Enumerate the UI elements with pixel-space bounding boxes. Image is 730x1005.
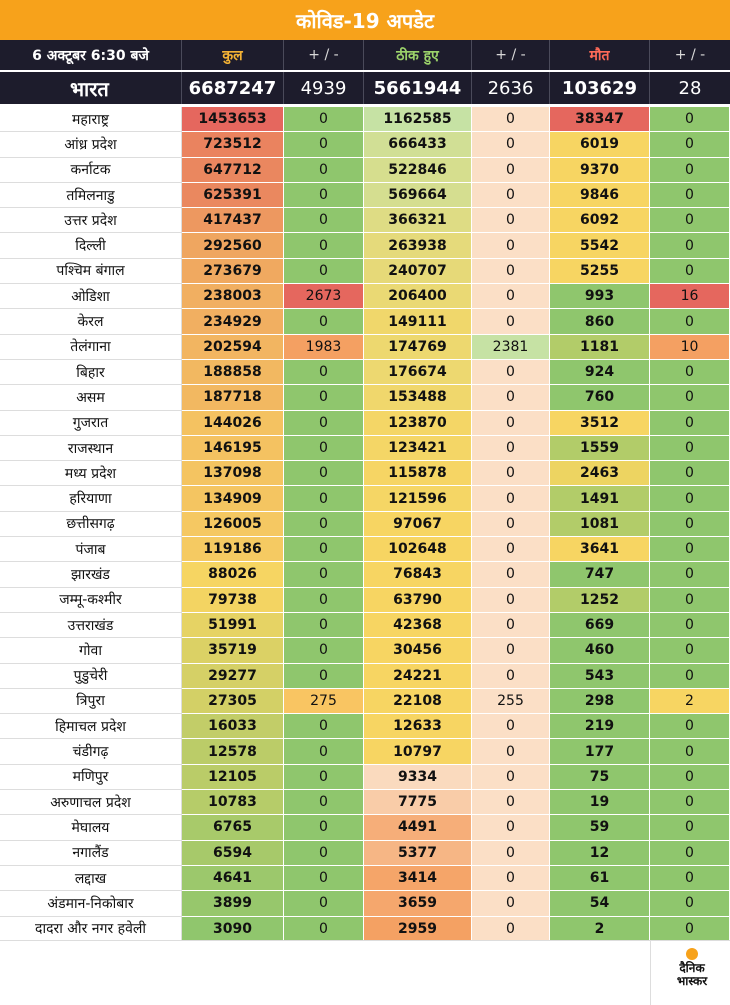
state-name: गोवा [0, 638, 182, 663]
state-deaths-delta: 0 [650, 411, 730, 436]
date-label: 6 अक्टूबर 6:30 बजे [0, 40, 182, 70]
table-row [0, 132, 730, 157]
table-row [0, 664, 730, 689]
state-total-delta: 0 [284, 259, 364, 284]
state-deaths: 1491 [550, 486, 650, 511]
state-total-delta: 2673 [284, 284, 364, 309]
state-total: 144026 [182, 411, 284, 436]
state-deaths: 38347 [550, 107, 650, 132]
state-recovered: 24221 [364, 664, 472, 689]
table-row [0, 107, 730, 132]
national-row [0, 72, 730, 104]
state-total: 51991 [182, 613, 284, 638]
state-recovered: 30456 [364, 638, 472, 663]
state-deaths-delta: 0 [650, 208, 730, 233]
state-recovered: 240707 [364, 259, 472, 284]
state-deaths: 12 [550, 841, 650, 866]
state-name: चंडीगढ़ [0, 739, 182, 764]
state-total: 3090 [182, 917, 284, 942]
state-total: 234929 [182, 309, 284, 334]
state-recovered: 10797 [364, 739, 472, 764]
state-total-delta: 0 [284, 891, 364, 916]
state-total: 27305 [182, 689, 284, 714]
state-recovered-delta: 0 [472, 385, 550, 410]
state-recovered-delta: 0 [472, 891, 550, 916]
state-total: 6594 [182, 841, 284, 866]
state-recovered-delta: 0 [472, 284, 550, 309]
state-deaths: 2 [550, 917, 650, 942]
state-deaths: 1181 [550, 335, 650, 360]
state-total-delta: 0 [284, 512, 364, 537]
recovered-header: ठीक हुए [364, 40, 472, 70]
state-recovered: 22108 [364, 689, 472, 714]
state-recovered-delta: 0 [472, 436, 550, 461]
state-deaths-delta: 0 [650, 259, 730, 284]
state-deaths: 5542 [550, 233, 650, 258]
state-deaths-delta: 0 [650, 436, 730, 461]
state-recovered: 102648 [364, 537, 472, 562]
national-recovered: 5661944 [364, 72, 472, 104]
state-deaths: 860 [550, 309, 650, 334]
state-name: उत्तराखंड [0, 613, 182, 638]
state-total-delta: 0 [284, 309, 364, 334]
state-recovered: 174769 [364, 335, 472, 360]
state-recovered-delta: 255 [472, 689, 550, 714]
state-deaths: 19 [550, 790, 650, 815]
state-total: 625391 [182, 183, 284, 208]
state-total-delta: 0 [284, 739, 364, 764]
state-recovered: 263938 [364, 233, 472, 258]
table-row [0, 309, 730, 334]
page-title: कोविड-19 अपडेट [0, 0, 730, 40]
state-deaths: 760 [550, 385, 650, 410]
table-row [0, 841, 730, 866]
state-name: महाराष्ट्र [0, 107, 182, 132]
state-total-delta: 0 [284, 537, 364, 562]
state-recovered: 1162585 [364, 107, 472, 132]
state-recovered-delta: 0 [472, 309, 550, 334]
state-recovered-delta: 0 [472, 815, 550, 840]
state-name: हरियाणा [0, 486, 182, 511]
state-name: बिहार [0, 360, 182, 385]
state-deaths-delta: 0 [650, 638, 730, 663]
state-name: जम्मू-कश्मीर [0, 588, 182, 613]
state-deaths: 2463 [550, 461, 650, 486]
state-total-delta: 0 [284, 208, 364, 233]
table-row [0, 891, 730, 916]
state-deaths-delta: 0 [650, 917, 730, 942]
table-row [0, 866, 730, 891]
state-total-delta: 0 [284, 486, 364, 511]
table-row [0, 689, 730, 714]
state-deaths-delta: 0 [650, 841, 730, 866]
state-name: केरल [0, 309, 182, 334]
logo-line-2: भास्कर [676, 974, 708, 988]
state-recovered: 206400 [364, 284, 472, 309]
state-deaths-delta: 0 [650, 512, 730, 537]
state-total-delta: 0 [284, 714, 364, 739]
state-name: छत्तीसगढ़ [0, 512, 182, 537]
state-total-delta: 0 [284, 107, 364, 132]
state-recovered-delta: 0 [472, 360, 550, 385]
table-row [0, 183, 730, 208]
state-deaths-delta: 16 [650, 284, 730, 309]
table-row [0, 284, 730, 309]
table-row [0, 436, 730, 461]
state-recovered-delta: 0 [472, 613, 550, 638]
state-name: अंडमान-निकोबार [0, 891, 182, 916]
state-recovered-delta: 0 [472, 917, 550, 942]
state-deaths-delta: 0 [650, 537, 730, 562]
state-recovered: 115878 [364, 461, 472, 486]
state-deaths-delta: 0 [650, 588, 730, 613]
table-row [0, 917, 730, 942]
state-total-delta: 0 [284, 183, 364, 208]
state-deaths-delta: 0 [650, 815, 730, 840]
state-total-delta: 0 [284, 562, 364, 587]
state-recovered-delta: 0 [472, 588, 550, 613]
state-deaths-delta: 0 [650, 664, 730, 689]
state-name: झारखंड [0, 562, 182, 587]
state-name: अरुणाचल प्रदेश [0, 790, 182, 815]
state-deaths-delta: 0 [650, 613, 730, 638]
state-total-delta: 0 [284, 360, 364, 385]
state-deaths-delta: 0 [650, 309, 730, 334]
state-name: कर्नाटक [0, 158, 182, 183]
state-recovered: 149111 [364, 309, 472, 334]
table-row [0, 233, 730, 258]
state-total: 134909 [182, 486, 284, 511]
state-recovered: 5377 [364, 841, 472, 866]
state-deaths: 6019 [550, 132, 650, 157]
state-total: 119186 [182, 537, 284, 562]
state-recovered-delta: 0 [472, 132, 550, 157]
state-deaths: 993 [550, 284, 650, 309]
state-name: मणिपुर [0, 765, 182, 790]
state-deaths: 59 [550, 815, 650, 840]
table-row [0, 790, 730, 815]
state-recovered-delta: 0 [472, 765, 550, 790]
state-recovered: 522846 [364, 158, 472, 183]
table-row [0, 588, 730, 613]
state-deaths-delta: 0 [650, 107, 730, 132]
state-total: 35719 [182, 638, 284, 663]
state-recovered: 63790 [364, 588, 472, 613]
state-deaths-delta: 0 [650, 158, 730, 183]
state-deaths-delta: 0 [650, 891, 730, 916]
state-total: 292560 [182, 233, 284, 258]
state-total: 417437 [182, 208, 284, 233]
state-deaths: 1559 [550, 436, 650, 461]
state-recovered: 12633 [364, 714, 472, 739]
state-recovered: 7775 [364, 790, 472, 815]
state-recovered-delta: 0 [472, 107, 550, 132]
table-row [0, 537, 730, 562]
table-row [0, 765, 730, 790]
table-row [0, 714, 730, 739]
state-recovered-delta: 0 [472, 537, 550, 562]
state-deaths: 3512 [550, 411, 650, 436]
footer [0, 940, 730, 1005]
state-deaths: 177 [550, 739, 650, 764]
state-total-delta: 0 [284, 461, 364, 486]
state-name: हिमाचल प्रदेश [0, 714, 182, 739]
table-row [0, 360, 730, 385]
recovered-delta-header: + / - [472, 40, 550, 70]
state-name: लद्दाख [0, 866, 182, 891]
state-deaths-delta: 0 [650, 714, 730, 739]
state-total: 79738 [182, 588, 284, 613]
state-deaths: 61 [550, 866, 650, 891]
state-total-delta: 0 [284, 411, 364, 436]
table-row [0, 739, 730, 764]
state-total-delta: 0 [284, 588, 364, 613]
logo-line-1: दैनिक [679, 961, 705, 975]
state-total-delta: 1983 [284, 335, 364, 360]
state-total: 16033 [182, 714, 284, 739]
state-deaths: 543 [550, 664, 650, 689]
state-recovered: 153488 [364, 385, 472, 410]
state-recovered-delta: 0 [472, 259, 550, 284]
state-deaths-delta: 0 [650, 461, 730, 486]
state-recovered-delta: 0 [472, 562, 550, 587]
state-total-delta: 0 [284, 436, 364, 461]
state-total-delta: 0 [284, 917, 364, 942]
state-deaths-delta: 0 [650, 562, 730, 587]
state-deaths: 6092 [550, 208, 650, 233]
state-deaths: 1081 [550, 512, 650, 537]
state-recovered: 366321 [364, 208, 472, 233]
state-total: 12105 [182, 765, 284, 790]
state-deaths: 460 [550, 638, 650, 663]
state-deaths-delta: 0 [650, 233, 730, 258]
state-total: 202594 [182, 335, 284, 360]
state-recovered-delta: 0 [472, 714, 550, 739]
state-total: 88026 [182, 562, 284, 587]
state-deaths-delta: 0 [650, 866, 730, 891]
state-name: पंजाब [0, 537, 182, 562]
state-recovered: 2959 [364, 917, 472, 942]
state-name: असम [0, 385, 182, 410]
state-deaths: 75 [550, 765, 650, 790]
state-deaths-delta: 0 [650, 183, 730, 208]
state-deaths-delta: 0 [650, 739, 730, 764]
state-total: 12578 [182, 739, 284, 764]
state-name: पुडुचेरी [0, 664, 182, 689]
column-header-row [0, 40, 730, 70]
table-row [0, 638, 730, 663]
state-deaths-delta: 0 [650, 765, 730, 790]
national-deaths: 103629 [550, 72, 650, 104]
state-name: ओडिशा [0, 284, 182, 309]
table-row [0, 613, 730, 638]
state-deaths: 9846 [550, 183, 650, 208]
state-deaths-delta: 0 [650, 385, 730, 410]
state-deaths: 9370 [550, 158, 650, 183]
state-recovered: 9334 [364, 765, 472, 790]
state-recovered-delta: 0 [472, 739, 550, 764]
state-name: पश्चिम बंगाल [0, 259, 182, 284]
state-recovered-delta: 0 [472, 183, 550, 208]
national-total-delta: 4939 [284, 72, 364, 104]
state-deaths: 54 [550, 891, 650, 916]
state-total-delta: 0 [284, 815, 364, 840]
state-total: 238003 [182, 284, 284, 309]
footer-divider [650, 941, 651, 1005]
state-recovered-delta: 0 [472, 866, 550, 891]
table-row [0, 486, 730, 511]
state-total: 188858 [182, 360, 284, 385]
state-name: तेलंगाना [0, 335, 182, 360]
state-deaths-delta: 0 [650, 132, 730, 157]
state-total-delta: 0 [284, 866, 364, 891]
state-name: राजस्थान [0, 436, 182, 461]
state-recovered: 4491 [364, 815, 472, 840]
state-total: 126005 [182, 512, 284, 537]
table-row [0, 562, 730, 587]
state-recovered: 666433 [364, 132, 472, 157]
state-recovered-delta: 0 [472, 158, 550, 183]
table-row [0, 385, 730, 410]
state-name: मध्य प्रदेश [0, 461, 182, 486]
state-name: आंध्र प्रदेश [0, 132, 182, 157]
state-deaths-delta: 10 [650, 335, 730, 360]
state-deaths-delta: 0 [650, 790, 730, 815]
deaths-header: मौत [550, 40, 650, 70]
state-recovered-delta: 0 [472, 208, 550, 233]
state-recovered-delta: 0 [472, 638, 550, 663]
state-total-delta: 0 [284, 132, 364, 157]
table-row [0, 411, 730, 436]
state-deaths-delta: 0 [650, 486, 730, 511]
state-deaths: 747 [550, 562, 650, 587]
table-row [0, 158, 730, 183]
state-total: 29277 [182, 664, 284, 689]
state-total: 146195 [182, 436, 284, 461]
state-total: 647712 [182, 158, 284, 183]
state-deaths-delta: 2 [650, 689, 730, 714]
state-deaths: 924 [550, 360, 650, 385]
national-name: भारत [0, 72, 182, 104]
deaths-delta-header: + / - [674, 47, 706, 63]
state-total-delta: 0 [284, 233, 364, 258]
state-total-delta: 0 [284, 385, 364, 410]
state-recovered: 42368 [364, 613, 472, 638]
state-total: 137098 [182, 461, 284, 486]
state-total-delta: 0 [284, 841, 364, 866]
state-recovered: 176674 [364, 360, 472, 385]
state-total: 1453653 [182, 107, 284, 132]
state-deaths: 298 [550, 689, 650, 714]
state-recovered: 123421 [364, 436, 472, 461]
state-recovered-delta: 0 [472, 461, 550, 486]
state-recovered: 121596 [364, 486, 472, 511]
state-name: त्रिपुरा [0, 689, 182, 714]
state-deaths-delta: 0 [650, 360, 730, 385]
state-total: 6765 [182, 815, 284, 840]
state-deaths: 669 [550, 613, 650, 638]
national-deaths-delta: 28 [678, 77, 702, 99]
state-total: 10783 [182, 790, 284, 815]
state-recovered: 97067 [364, 512, 472, 537]
state-name: दादरा और नगर हवेली [0, 917, 182, 942]
table-row [0, 815, 730, 840]
state-name: मेघालय [0, 815, 182, 840]
national-total: 6687247 [182, 72, 284, 104]
state-recovered-delta: 2381 [472, 335, 550, 360]
state-recovered-delta: 0 [472, 486, 550, 511]
state-total-delta: 0 [284, 790, 364, 815]
state-total: 187718 [182, 385, 284, 410]
state-rows [0, 107, 730, 942]
state-recovered: 123870 [364, 411, 472, 436]
table-row [0, 335, 730, 360]
state-total-delta: 0 [284, 765, 364, 790]
table-row [0, 208, 730, 233]
state-recovered: 3659 [364, 891, 472, 916]
table-row [0, 259, 730, 284]
state-name: गुजरात [0, 411, 182, 436]
state-recovered: 76843 [364, 562, 472, 587]
state-total-delta: 0 [284, 613, 364, 638]
state-deaths: 3641 [550, 537, 650, 562]
national-recovered-delta: 2636 [472, 72, 550, 104]
dainik-bhaskar-logo [664, 948, 720, 998]
state-name: नगालैंड [0, 841, 182, 866]
state-total: 723512 [182, 132, 284, 157]
state-deaths: 219 [550, 714, 650, 739]
state-recovered: 3414 [364, 866, 472, 891]
table-row [0, 512, 730, 537]
state-recovered-delta: 0 [472, 790, 550, 815]
total-header: कुल [182, 40, 284, 70]
state-recovered-delta: 0 [472, 512, 550, 537]
state-name: उत्तर प्रदेश [0, 208, 182, 233]
state-recovered-delta: 0 [472, 411, 550, 436]
state-total: 3899 [182, 891, 284, 916]
state-total-delta: 0 [284, 638, 364, 663]
sun-icon [686, 948, 698, 960]
table-row [0, 461, 730, 486]
state-deaths: 1252 [550, 588, 650, 613]
state-recovered-delta: 0 [472, 841, 550, 866]
state-name: दिल्ली [0, 233, 182, 258]
state-total-delta: 0 [284, 158, 364, 183]
state-deaths: 5255 [550, 259, 650, 284]
state-recovered-delta: 0 [472, 233, 550, 258]
state-recovered-delta: 0 [472, 664, 550, 689]
state-total: 4641 [182, 866, 284, 891]
state-recovered: 569664 [364, 183, 472, 208]
state-total: 273679 [182, 259, 284, 284]
state-total-delta: 0 [284, 664, 364, 689]
state-total-delta: 275 [284, 689, 364, 714]
total-delta-header: + / - [284, 40, 364, 70]
state-name: तमिलनाडु [0, 183, 182, 208]
